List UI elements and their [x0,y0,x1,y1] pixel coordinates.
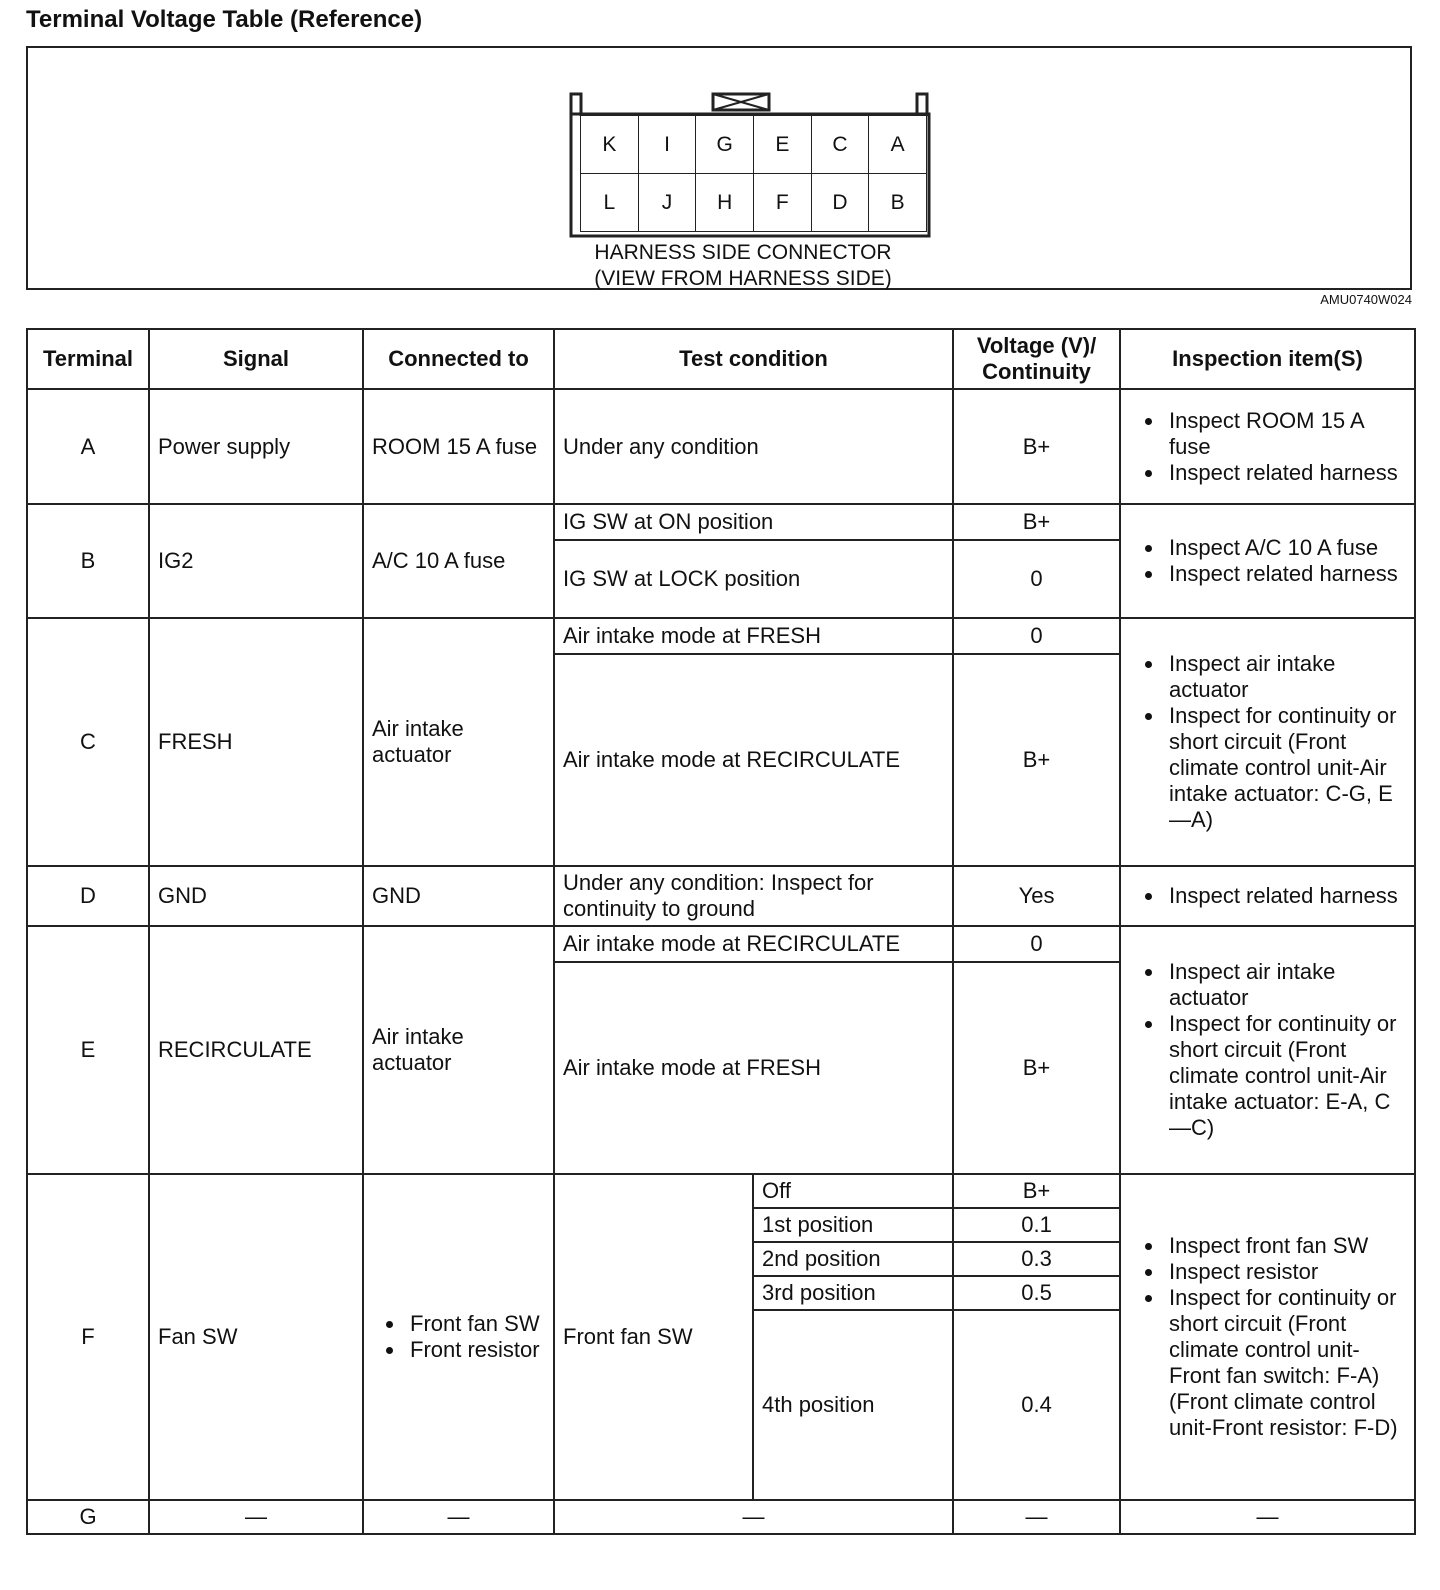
pin-h: H [695,173,754,232]
table-row [27,504,1415,540]
pin-c: C [811,115,870,174]
inspection-cell [1120,1174,1415,1500]
inspection-item: • Inspect related harness [1165,561,1406,587]
pin-e: E [753,115,812,174]
test-condition-cell: Air intake mode at FRESH [554,618,953,654]
voltage-cell: B+ [953,389,1120,504]
table-row [27,389,1415,504]
inspection-item: • Inspect A/C 10 A fuse [1165,535,1406,561]
table-row [27,1174,1415,1208]
figure-id: AMU0740W024 [1320,292,1412,307]
inspection-item: • Inspect for continuity or short circuit (Front climate control unit-Air intake actuator: C-G, E—A) [1165,703,1406,833]
inspection-item: • Inspect related harness [1165,883,1406,909]
connected-to-cell: A/C 10 A fuse [363,504,554,618]
inspection-cell [1120,926,1415,1174]
inspection-cell [1120,389,1415,504]
voltage-cell: 0 [953,540,1120,618]
inspection-item: • Inspect for continuity or short circuit (Front climate control unit-Air intake actuator: E-A, C—C) [1165,1011,1406,1141]
connector-diagram [26,46,1412,290]
connected-to-item: • Front resistor [406,1337,545,1363]
voltage-cell: 0 [953,618,1120,654]
connector-caption [553,240,933,292]
pin-g: G [695,115,754,174]
terminal-cell: G [27,1500,149,1534]
connector-pin-grid [581,116,927,232]
inspection-item: • Inspect resistor [1165,1259,1406,1285]
voltage-cell: 0.4 [953,1310,1120,1500]
voltage-cell: B+ [953,962,1120,1174]
terminal-cell: E [27,926,149,1174]
connected-to-cell: — [363,1500,554,1534]
pin-j: J [638,173,697,232]
test-condition-cell: 3rd position [753,1276,953,1310]
connector-caption-line2: (VIEW FROM HARNESS SIDE) [594,267,892,290]
terminal-cell: B [27,504,149,618]
test-condition-cell: Under any condition: Inspect for continuity to ground [554,866,953,926]
test-condition-cell: 4th position [753,1310,953,1500]
table-row [27,618,1415,654]
inspection-cell: — [1120,1500,1415,1534]
inspection-item: • Inspect for continuity or short circuit (Front climate control unit-Front fan switch: F-A) (Front climate control unit-Front resistor: F-D) [1165,1285,1406,1441]
table-row [27,1500,1415,1534]
header-voltage-line2: Continuity [982,359,1091,384]
test-condition-cell: Off [753,1174,953,1208]
inspection-item: • Inspect front fan SW [1165,1233,1406,1259]
signal-cell: Power supply [149,389,363,504]
signal-cell: Fan SW [149,1174,363,1500]
terminal-cell: D [27,866,149,926]
inspection-item: • Inspect air intake actuator [1165,959,1406,1011]
inspection-item: • Inspect related harness [1165,460,1406,486]
connected-to-cell: ROOM 15 A fuse [363,389,554,504]
signal-cell: FRESH [149,618,363,866]
test-condition-cell: Air intake mode at RECIRCULATE [554,926,953,962]
table-row [27,866,1415,926]
test-condition-cell: Air intake mode at RECIRCULATE [554,654,953,866]
test-condition-cell: IG SW at ON position [554,504,953,540]
harness-connector [553,68,933,290]
test-condition-cell: 2nd position [753,1242,953,1276]
pin-k: K [580,115,639,174]
voltage-cell: B+ [953,504,1120,540]
inspection-item: • Inspect air intake actuator [1165,651,1406,703]
test-condition-group-cell: Front fan SW [554,1174,753,1500]
header-signal: Signal [149,329,363,389]
header-connected-to: Connected to [363,329,554,389]
voltage-cell: — [953,1500,1120,1534]
voltage-cell: Yes [953,866,1120,926]
inspection-cell [1120,618,1415,866]
terminal-voltage-table [26,328,1416,1535]
pin-d: D [811,173,870,232]
pin-f: F [753,173,812,232]
signal-cell: — [149,1500,363,1534]
test-condition-cell: — [554,1500,953,1534]
connected-to-cell [363,1174,554,1500]
test-condition-cell: 1st position [753,1208,953,1242]
voltage-cell: 0.5 [953,1276,1120,1310]
connected-to-cell: Air intake actuator [363,618,554,866]
inspection-cell [1120,866,1415,926]
signal-cell: GND [149,866,363,926]
header-test-condition: Test condition [554,329,953,389]
voltage-cell: B+ [953,654,1120,866]
header-inspection: Inspection item(S) [1120,329,1415,389]
voltage-cell: 0.3 [953,1242,1120,1276]
inspection-cell [1120,504,1415,618]
connected-to-cell: Air intake actuator [363,926,554,1174]
voltage-cell: B+ [953,1174,1120,1208]
test-condition-cell: Air intake mode at FRESH [554,962,953,1174]
signal-cell: RECIRCULATE [149,926,363,1174]
connector-caption-line1: HARNESS SIDE CONNECTOR [594,241,892,264]
pin-b: B [868,173,927,232]
voltage-cell: 0 [953,926,1120,962]
pin-a: A [868,115,927,174]
terminal-cell: C [27,618,149,866]
header-voltage [953,329,1120,389]
connected-to-cell: GND [363,866,554,926]
pin-i: I [638,115,697,174]
page-title: Terminal Voltage Table (Reference) [26,6,423,33]
table-header-row [27,329,1415,389]
connected-to-item: • Front fan SW [406,1311,545,1337]
test-condition-cell: IG SW at LOCK position [554,540,953,618]
voltage-cell: 0.1 [953,1208,1120,1242]
table-row [27,926,1415,962]
terminal-cell: A [27,389,149,504]
header-voltage-line1: Voltage (V)/ [976,333,1097,358]
header-terminal: Terminal [27,329,149,389]
inspection-item: • Inspect ROOM 15 A fuse [1165,408,1406,460]
pin-l: L [580,173,639,232]
terminal-cell: F [27,1174,149,1500]
signal-cell: IG2 [149,504,363,618]
test-condition-cell: Under any condition [554,389,953,504]
